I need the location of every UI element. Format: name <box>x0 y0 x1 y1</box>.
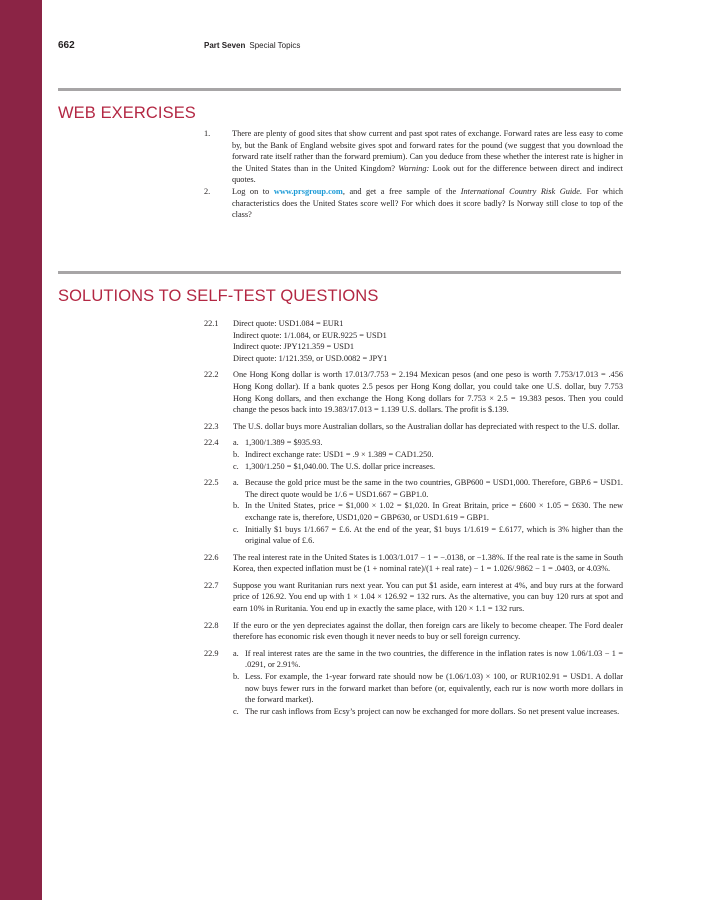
solution-text: If the euro or the yen depreciates against the dollar, then foreign cars are likely to become cheaper. The Ford dealer therefore has economic risk even though it never needs to buy or sell foreign currency. <box>233 620 623 642</box>
web-exercise-item <box>204 186 623 221</box>
solution-subitem: b. In the United States, price = $1,000 × 1.02 = $1,020. In Great Britain, price = £600 × 1.05 = £630. The new exchange rate is, therefore, USD1,020 = GBP630, or USD1.619 = GBP1. <box>233 501 623 522</box>
solution-22-9: 22.9 a. If real interest rates are the same in the two countries, the difference in the inflation rates is now 1.06/1.03 − 1 = .0291, or 2.91%. b. Less. For example, the 1-year forward rate should now be (1.06/1.03) × 100, or RUR102.91 = USD1. A dollar now buys fewer rurs in the forward market than before (or, equivalently, each rur is now worth more dollars in the forward market). c. The rur cash inflows from Ecsy’s project can now be exchanged for more dollars. So net present value increases. <box>204 648 623 716</box>
solution-22-8: 22.8 If the euro or the yen depreciates against the dollar, then foreign cars are likely to become cheaper. The Ford dealer therefore has economic risk even though it never needs to buy or sell foreign currency. <box>204 620 623 642</box>
solution-text: The real interest rate in the United States is 1.003/1.017 − 1 = −.0138, or −1.38%. If the real rate is the same in South Korea, then expected inflation must be (1 + nominal rate)/(1 + real rate) − 1 = 1.026/.9862 − 1 = .0403, or 4.03%. <box>233 552 623 574</box>
solution-22-2: 22.2 One Hong Kong dollar is worth 17.013/7.753 = 2.194 Mexican pesos (and one peso is worth 7.753/17.013 = .456 Hong Kong dollar). If a bank quotes 2.5 pesos per Hong Kong dollar, you could take one U.S. dollar, buy 7.753 Hong Kong dollars, and then exchange the Hong Kong dollars for 7.753 × 2.5 = 19.383 pesos. Then you could change the pesos back into 19.383/17.013 = 1.139 U.S. dollars. The profit is $.139. <box>204 370 623 415</box>
solution-22-3: 22.3 The U.S. dollar buys more Australian dollars, so the Australian dollar has depreciated with respect to the U.S. dollar. <box>204 421 623 433</box>
part-number: Part Seven <box>204 41 246 50</box>
solution-subitem: c. 1,300/1.250 = $1,040.00. The U.S. dollar price increases. <box>233 461 436 471</box>
part-title: Special Topics <box>249 41 301 50</box>
solution-subitem: c. Initially $1 buys 1/1.667 = £.6. At the end of the year, $1 buys 1/1.619 = £.6177, which is 3% higher than the original value of £.6. <box>233 524 623 546</box>
part-label <box>204 41 300 50</box>
solutions-list <box>204 318 623 722</box>
solutions-title: SOLUTIONS TO SELF-TEST QUESTIONS <box>58 287 379 305</box>
solution-line: Indirect quote: 1/1.084, or EUR.9225 = USD1 <box>233 330 387 340</box>
prsgroup-link[interactable]: www.prsgroup.com <box>273 186 343 196</box>
solution-text: Suppose you want Ruritanian rurs next year. You can put $1 aside, earn interest at 4%, and buy rurs at the forward price of 126.92. You end up with 1 × 1.04 × 126.92 = 132 rurs. As the alternative, you can buy 120 rurs at spot and earn 10% in Ruritania. You end up in exactly the same place, with 120 × 1.1 = 132 rurs. <box>233 580 623 614</box>
section-rule <box>58 271 621 274</box>
item-text: There are plenty of good sites that show current and past spot rates of exchange. Forward rates are less easy to come by, but the Bank of England website gives spot and forward rates for the pound (we suggest that you download the forward rate itself rather than the forward premium). Can you deduce from these whether the interest rate is higher in the United States than in the United Kingdom? Warning: Look out for the difference between direct and indirect quotes. <box>232 129 623 185</box>
section-rule <box>58 88 621 91</box>
item-text: Log on to www.prsgroup.com, and get a free sample of the International Country Risk Guide. For which characteristics does the United States score well? For which does it score badly? Is Norway still close to top of the class? <box>232 186 624 220</box>
item-number: 1. <box>204 129 211 138</box>
solution-subitem: b. Less. For example, the 1-year forward rate should now be (1.06/1.03) × 100, or RUR102.91 = USD1. A dollar now buys fewer rurs in the forward market than before (or, equivalently, each rur is now worth more dollars in the forward market). <box>233 672 623 705</box>
web-exercises-title: WEB EXERCISES <box>58 104 196 122</box>
solution-22-4: 22.4 a. 1,300/1.389 = $935.93. b. Indirect exchange rate: USD1 = .9 × 1.389 = CAD1.250. c. 1,300/1.250 = $1,040.00. The U.S. dollar price increases. <box>204 437 623 472</box>
web-exercise-item <box>204 128 623 186</box>
web-exercises-list <box>204 128 623 221</box>
solution-text: The U.S. dollar buys more Australian dollars, so the Australian dollar has depreciated with respect to the U.S. dollar. <box>233 421 620 431</box>
solution-22-6: 22.6 The real interest rate in the United States is 1.003/1.017 − 1 = −.0138, or −1.38%. If the real rate is the same in South Korea, then expected inflation must be (1 + nominal rate)/(1 + real rate) − 1 = 1.026/.9862 − 1 = .0403, or 4.03%. <box>204 552 623 574</box>
solution-22-7: 22.7 Suppose you want Ruritanian rurs next year. You can put $1 aside, earn interest at 4%, and buy rurs at the forward price of 126.92. You end up with 1 × 1.04 × 126.92 = 132 rurs. As the alternative, you can buy 120 rurs at spot and earn 10% in Ruritania. You end up in exactly the same place, with 120 × 1.1 = 132 rurs. <box>204 580 623 614</box>
solution-line: Direct quote: USD1.084 = EUR1 <box>233 319 344 328</box>
item-number: 2. <box>204 186 211 196</box>
solution-subitem: c. The rur cash inflows from Ecsy’s project can now be exchanged for more dollars. So net present value increases. <box>233 706 620 716</box>
solution-text: One Hong Kong dollar is worth 17.013/7.753 = 2.194 Mexican pesos (and one peso is worth 7.753/17.013 = .456 Hong Kong dollar). If a bank quotes 2.5 pesos per Hong Kong dollar, you could take one U.S. dollar, buy 7.753 Hong Kong dollars, and then exchange the Hong Kong dollars for 7.753 × 2.5 = 19.383 pesos. Then you could change the pesos back into 19.383/17.013 = 1.139 U.S. dollars. The profit is $.139. <box>233 370 623 415</box>
solution-subitem: a. Because the gold price must be the same in the two countries, GBP600 = USD1,000. Therefore, GBP.6 = USD1. The direct quote would be 1/.6 = USD1.667 = GBP1.0. <box>233 478 623 499</box>
solution-subitem: a. If real interest rates are the same in the two countries, the difference in the inflation rates is now 1.06/1.03 − 1 = .0291, or 2.91%. <box>233 648 623 670</box>
solution-22-1: 22.1 Direct quote: USD1.084 = EUR1 Indirect quote: 1/1.084, or EUR.9225 = USD1 Indirect quote: JPY121.359 = USD1 Direct quote: 1/121.359, or USD.0082 = JPY1 <box>204 318 623 364</box>
solution-subitem: a. 1,300/1.389 = $935.93. <box>233 438 323 448</box>
solution-line: Direct quote: 1/121.359, or USD.0082 = JPY1 <box>233 353 388 363</box>
margin-color-bar <box>0 0 42 900</box>
solution-subitem: b. Indirect exchange rate: USD1 = .9 × 1.389 = CAD1.250. <box>233 449 434 459</box>
solution-22-5: 22.5 a. Because the gold price must be the same in the two countries, GBP600 = USD1,000. Therefore, GBP.6 = USD1. The direct quote would be 1/.6 = USD1.667 = GBP1.0. b. In the United States, price = $1,000 × 1.02 = $1,020. In Great Britain, price = £600 × 1.05 = £630. The new exchange rate is, therefore, USD1,020 = GBP630, or USD1.619 = GBP1. c. Initially $1 buys 1/1.667 = £.6. At the end of the year, $1 buys 1/1.619 = £.6177, which is 3% higher than the original value of £.6. <box>204 478 623 546</box>
solution-line: Indirect quote: JPY121.359 = USD1 <box>233 342 355 352</box>
page-number: 662 <box>58 40 75 51</box>
running-header <box>58 40 658 54</box>
